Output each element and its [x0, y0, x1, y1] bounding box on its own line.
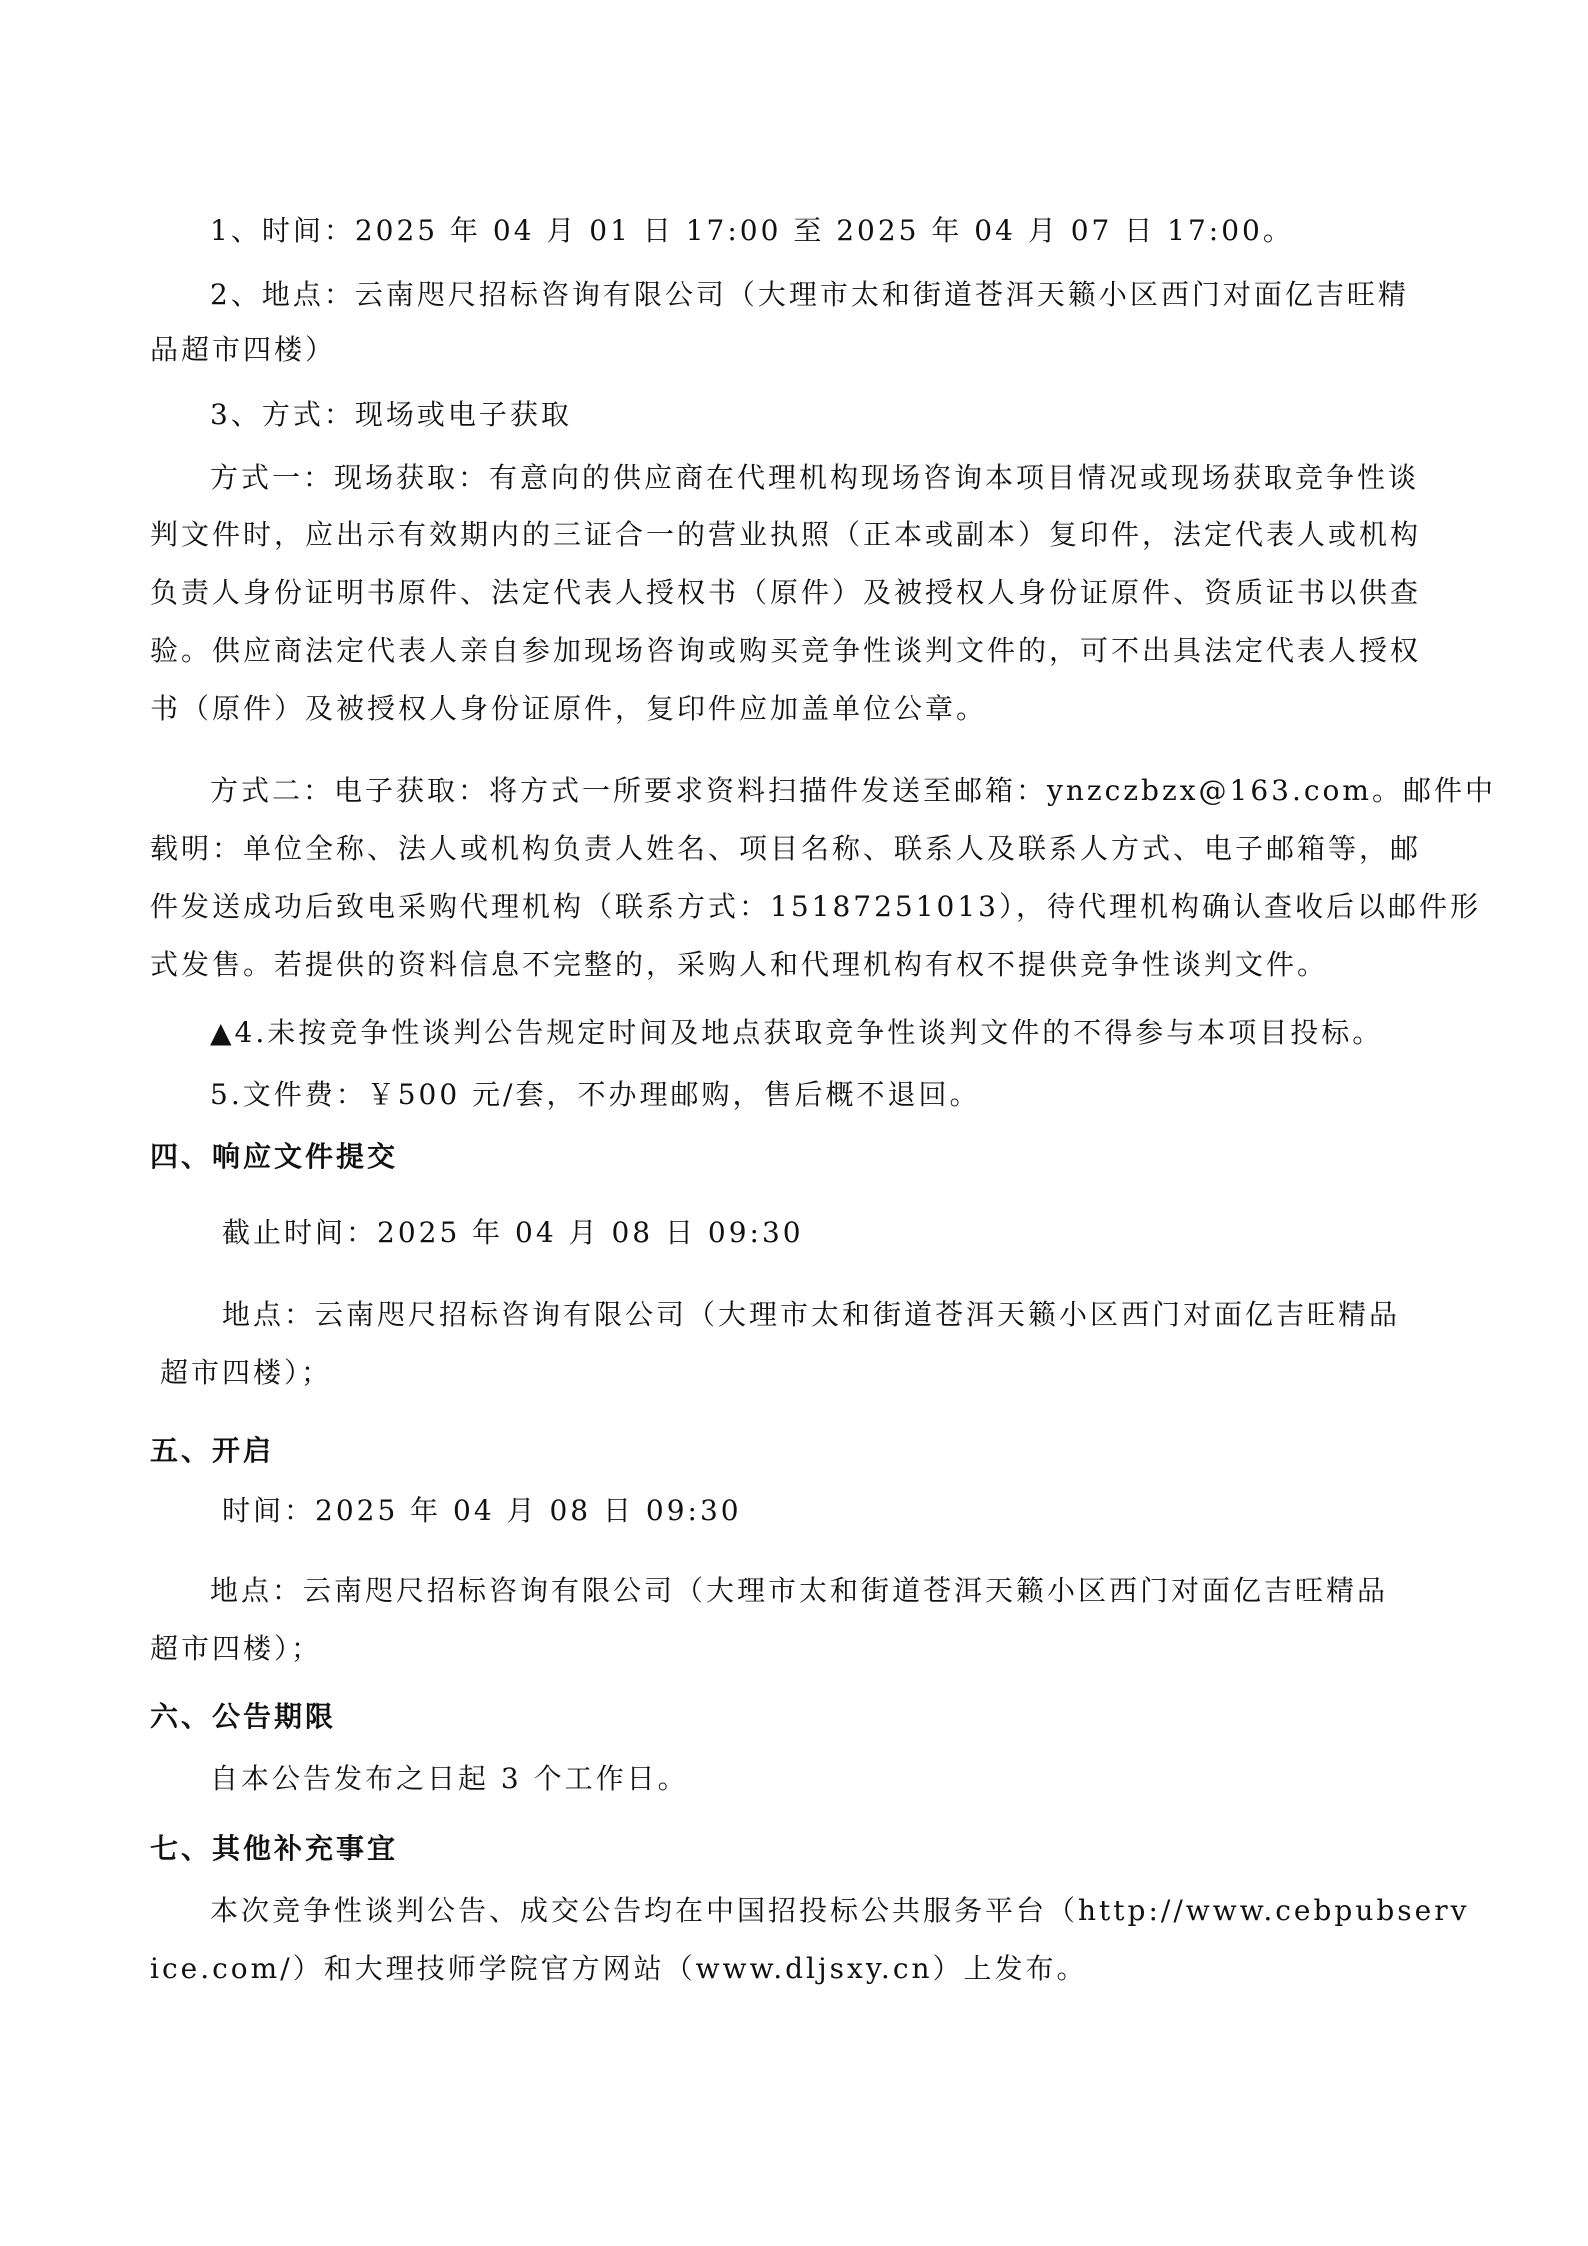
section5-location-line1: 地点：云南咫尺招标咨询有限公司（大理市太和街道苍洱天籁小区西门对面亿吉旺精品	[210, 1574, 1389, 1607]
acquisition-method: 3、方式：现场或电子获取	[210, 398, 572, 431]
section4-location-line2: 超市四楼）；	[160, 1356, 333, 1389]
acquisition-warning: ▲4.未按竞争性谈判公告规定时间及地点获取竞争性谈判文件的不得参与本项目投标。	[210, 1016, 1384, 1049]
method1-line1: 方式一：现场获取：有意向的供应商在代理机构现场咨询本项目情况或现场获取竞争性谈	[210, 461, 1420, 494]
method2-line1: 方式二：电子获取：将方式一所要求资料扫描件发送至邮箱：ynzczbzx@163.com。邮件中	[210, 774, 1496, 807]
section6-heading: 六、公告期限	[150, 1700, 337, 1733]
section4-location-line1: 地点：云南咫尺招标咨询有限公司（大理市太和街道苍洱天籁小区西门对面亿吉旺精品	[222, 1298, 1401, 1331]
section5-location-line2: 超市四楼）；	[150, 1632, 323, 1665]
method1-line2: 判文件时，应出示有效期内的三证合一的营业执照（正本或副本）复印件，法定代表人或机构	[150, 518, 1422, 551]
acquisition-time: 1、时间：2025 年 04 月 01 日 17:00 至 2025 年 04 月 07 日 17:00。	[210, 214, 1294, 247]
method2-line3: 件发送成功后致电采购代理机构（联系方式：15187251013），待代理机构确认查收后以邮件形	[150, 890, 1481, 923]
section5-time: 时间：2025 年 04 月 08 日 09:30	[222, 1494, 742, 1527]
section6-text: 自本公告发布之日起 3 个工作日。	[210, 1762, 689, 1795]
section4-deadline: 截止时间：2025 年 04 月 08 日 09:30	[222, 1216, 804, 1249]
method2-line2: 载明：单位全称、法人或机构负责人姓名、项目名称、联系人及联系人方式、电子邮箱等，邮	[150, 832, 1422, 865]
method1-line3: 负责人身份证明书原件、法定代表人授权书（原件）及被授权人身份证原件、资质证书以供查	[150, 576, 1422, 609]
section5-heading: 五、开启	[150, 1434, 275, 1467]
acquisition-location-line2: 品超市四楼）	[150, 333, 337, 366]
document-fee: 5.文件费：￥500 元/套，不办理邮购，售后概不退回。	[210, 1078, 981, 1111]
section7-heading: 七、其他补充事宜	[150, 1832, 399, 1865]
section7-text-line2: ice.com/）和大理技师学院官方网站（www.dljsxy.cn）上发布。	[150, 1952, 1088, 1985]
method1-line4: 验。供应商法定代表人亲自参加现场咨询或购买竞争性谈判文件的，可不出具法定代表人授权	[150, 634, 1422, 667]
section4-heading: 四、响应文件提交	[150, 1140, 399, 1173]
acquisition-location-line1: 2、地点：云南咫尺招标咨询有限公司（大理市太和街道苍洱天籁小区西门对面亿吉旺精	[210, 278, 1409, 311]
method1-line5: 书（原件）及被授权人身份证原件，复印件应加盖单位公章。	[150, 692, 988, 725]
method2-line4: 式发售。若提供的资料信息不完整的，采购人和代理机构有权不提供竞争性谈判文件。	[150, 948, 1329, 981]
section7-text-line1: 本次竞争性谈判公告、成交公告均在中国招投标公共服务平台（http://www.cebpubserv	[210, 1894, 1470, 1927]
